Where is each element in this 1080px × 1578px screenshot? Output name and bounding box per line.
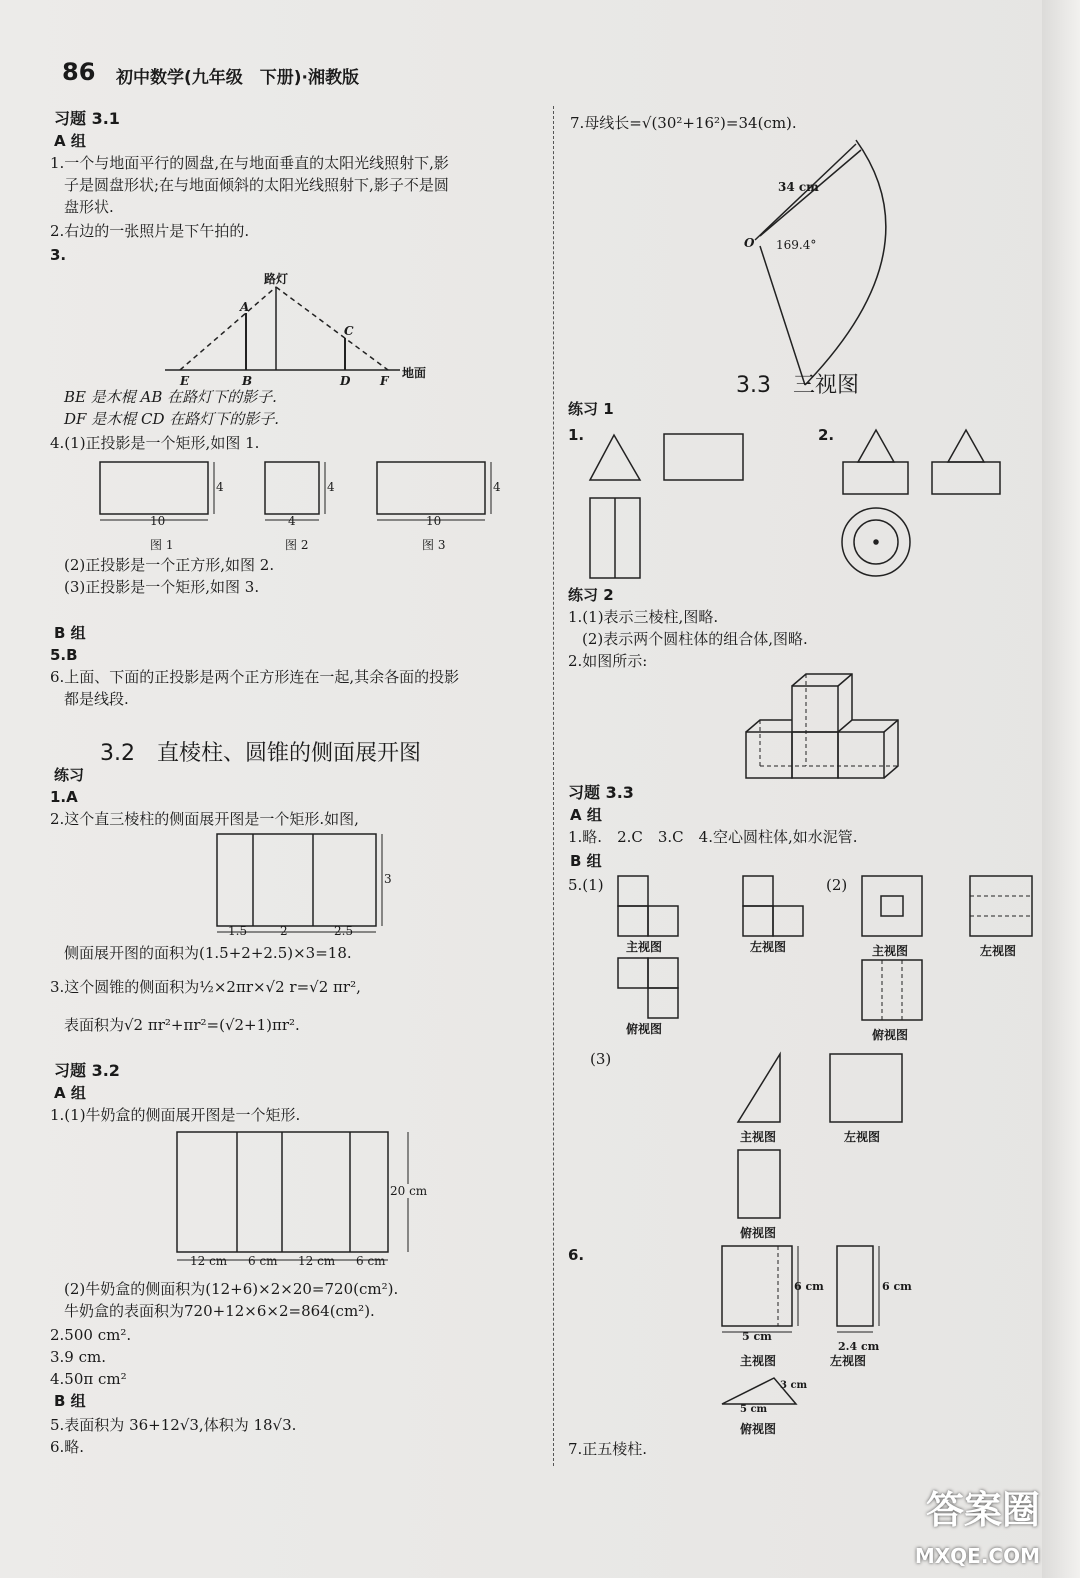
projection-figures <box>100 462 491 520</box>
exercise-3-1-title: 习题 3.1 <box>54 109 120 128</box>
milk-w3: 12 cm <box>298 1254 336 1268</box>
ex32-q1-part2: (2)牛奶盒的侧面积为(12+6)×2×20=720(cm²). <box>64 1280 399 1298</box>
ex32-group-a: A 组 <box>54 1084 86 1102</box>
ex33-group-a: A 组 <box>570 806 602 824</box>
exercise-3-3-title: 习题 3.3 <box>568 783 634 802</box>
q1-line2: 子是圆盘形状;在与地面倾斜的太阳光线照射下,影子不是圆 <box>64 176 449 194</box>
fig1-width: 10 <box>150 514 166 528</box>
lamp-shadow-figure <box>165 287 400 370</box>
q5: 5.B <box>50 646 78 664</box>
section-3-3-title: 3.3 三视图 <box>736 373 859 398</box>
point-d-label: D <box>340 374 351 388</box>
top-view-caption: 俯视图 <box>626 1022 663 1036</box>
cone-sector-figure <box>755 140 886 385</box>
practice-1-q2: 2. <box>818 426 835 444</box>
fig3-width: 10 <box>426 514 442 528</box>
fig2-width: 4 <box>288 514 296 528</box>
point-e-label: E <box>180 374 190 388</box>
q6-top-side: 3 cm <box>780 1380 808 1391</box>
sector-length-label: 34 cm <box>778 180 819 194</box>
front-view-caption-3: 主视图 <box>740 1130 777 1144</box>
q5-part1-label: 5.(1) <box>568 876 604 894</box>
practice-2-q2: 2.如图所示: <box>568 652 648 670</box>
q6-height: 6 cm <box>794 1280 824 1293</box>
ex32-q2: 2.500 cm². <box>50 1326 132 1344</box>
three-view-practice-1 <box>590 430 1000 578</box>
left-view-caption-2: 左视图 <box>980 944 1017 958</box>
point-c-label: C <box>344 324 354 338</box>
fig1-caption: 图 1 <box>150 538 174 552</box>
practice-2-label: 练习 2 <box>568 586 614 604</box>
q5-part2-label: (2) <box>826 876 848 894</box>
q6-left-height: 6 cm <box>882 1280 912 1293</box>
practice-q3-surface: 表面积为√2 πr²+πr²=(√2+1)πr². <box>64 1016 300 1034</box>
top-view-caption-2: 俯视图 <box>872 1028 909 1042</box>
group-a: A 组 <box>54 132 86 150</box>
q6-top-width: 5 cm <box>740 1404 768 1415</box>
practice-q2: 2.这个直三棱柱的侧面展开图是一个矩形.如图, <box>50 810 359 828</box>
q6-width: 5 cm <box>742 1330 772 1343</box>
sector-angle-label: 169.4° <box>776 238 817 252</box>
watermark-url: MXQE.COM <box>914 1544 1040 1568</box>
q6-left-width: 2.4 cm <box>838 1340 880 1353</box>
point-a-label: A <box>240 300 250 314</box>
ex33-a-answers: 1.略. 2.C 3.C 4.空心圆柱体,如水泥管. <box>568 828 858 846</box>
cube-structure-figure <box>746 674 898 778</box>
front-view-caption: 主视图 <box>626 940 663 954</box>
lamp-label: 路灯 <box>264 272 289 286</box>
group-b: B 组 <box>54 624 86 642</box>
milk-w1: 12 cm <box>190 1254 228 1268</box>
q6-line1: 6.上面、下面的正投影是两个正方形连在一起,其余各面的投影 <box>50 668 460 686</box>
watermark-logo: 答案圈 <box>925 1488 1040 1532</box>
q6-left-caption: 左视图 <box>830 1354 867 1368</box>
q1-line1: 1.一个与地面平行的圆盘,在与地面垂直的太阳光线照射下,影 <box>50 154 449 172</box>
q4-part3: (3)正投影是一个矩形,如图 3. <box>64 578 260 596</box>
q3: 3. <box>50 246 67 264</box>
q5-part3-label: (3) <box>590 1050 612 1068</box>
practice-q1: 1.A <box>50 788 78 806</box>
ex32-q3: 3.9 cm. <box>50 1348 107 1366</box>
ex32-q1: 1.(1)牛奶盒的侧面展开图是一个矩形. <box>50 1106 301 1124</box>
ex33-group-b: B 组 <box>570 852 602 870</box>
ground-label: 地面 <box>402 366 427 380</box>
ex32-q6: 6.略. <box>50 1438 85 1456</box>
fig1-height: 4 <box>216 480 224 494</box>
q7-answer: 7.正五棱柱. <box>568 1440 648 1458</box>
ex32-q1-part3: 牛奶盒的表面积为720+12×6×2=864(cm²). <box>64 1302 375 1320</box>
book-title: 初中数学(九年级 下册)·湘教版 <box>116 68 359 88</box>
q6-top-caption: 俯视图 <box>740 1422 777 1436</box>
page-number: 86 <box>62 58 96 86</box>
ex32-q4: 4.50π cm² <box>50 1370 127 1388</box>
q3-df: DF 是木棍 CD 在路灯下的影子. <box>64 410 280 428</box>
net-width-c: 2.5 <box>334 924 354 938</box>
front-view-caption-2: 主视图 <box>872 944 909 958</box>
practice-2-q1b: (2)表示两个圆柱体的组合体,图略. <box>582 630 808 648</box>
practice-1-label: 练习 1 <box>568 400 614 418</box>
sector-center-label: O <box>744 236 755 250</box>
ex32-group-b: B 组 <box>54 1392 86 1410</box>
top-view-caption-3: 俯视图 <box>740 1226 777 1240</box>
practice-label: 练习 <box>54 766 85 784</box>
practice-q3: 3.这个圆锥的侧面积为½×2πr×√2 r=√2 πr², <box>50 978 361 996</box>
fig2-height: 4 <box>327 480 335 494</box>
net-height: 3 <box>384 872 392 886</box>
section-3-2-title: 3.2 直棱柱、圆锥的侧面展开图 <box>100 741 421 766</box>
ex32-q5: 5.表面积为 36+12√3,体积为 18√3. <box>50 1416 297 1434</box>
q1-line3: 盘形状. <box>64 198 114 216</box>
net-width-b: 2 <box>280 924 288 938</box>
q4-part1: 4.(1)正投影是一个矩形,如图 1. <box>50 434 260 452</box>
fig3-caption: 图 3 <box>422 538 446 552</box>
q6-line2: 都是线段. <box>64 690 129 708</box>
left-view-caption: 左视图 <box>750 940 787 954</box>
net-width-a: 1.5 <box>228 924 248 938</box>
q6-label: 6. <box>568 1246 585 1264</box>
fig2-caption: 图 2 <box>285 538 309 552</box>
q7-slant-height: 7.母线长=√(30²+16²)=34(cm). <box>570 114 797 132</box>
exercise-3-2-title: 习题 3.2 <box>54 1061 120 1080</box>
left-view-caption-3: 左视图 <box>844 1130 881 1144</box>
point-f-label: F <box>380 374 389 388</box>
milk-height: 20 cm <box>390 1184 428 1198</box>
practice-1-q1: 1. <box>568 426 585 444</box>
prism-net-figure <box>217 834 382 932</box>
q6-front-caption: 主视图 <box>740 1354 777 1368</box>
point-b-label: B <box>242 374 253 388</box>
q4-part2: (2)正投影是一个正方形,如图 2. <box>64 556 275 574</box>
practice-q2-area: 侧面展开图的面积为(1.5+2+2.5)×3=18. <box>64 944 352 962</box>
q2: 2.右边的一张照片是下午拍的. <box>50 222 250 240</box>
fig3-height: 4 <box>493 480 501 494</box>
milk-w2: 6 cm <box>248 1254 278 1268</box>
milk-w4: 6 cm <box>356 1254 386 1268</box>
milk-box-net-figure <box>177 1132 408 1260</box>
practice-2-q1: 1.(1)表示三棱柱,图略. <box>568 608 719 626</box>
q3-be: BE 是木棍 AB 在路灯下的影子. <box>64 388 277 406</box>
